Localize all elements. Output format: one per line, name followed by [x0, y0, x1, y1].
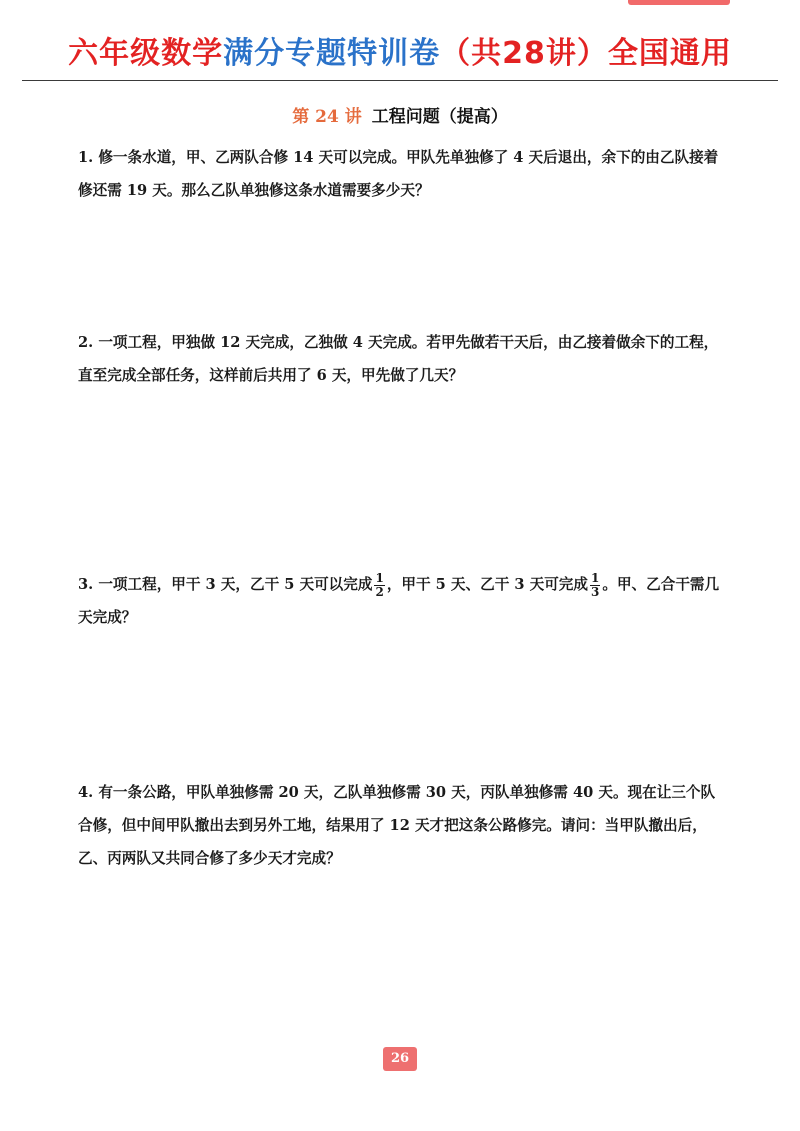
- question-1: 1. 修一条水道，甲、乙两队合修 14 天可以完成。甲队先单独修了 4 天后退出，余下的由乙队接着修还需 19 天。那么乙队单独修这条水道需要多少天？: [78, 149, 719, 199]
- question-3-text-a: 3. 一项工程，甲干 3 天，乙干 5 天可以完成: [78, 576, 373, 593]
- question-3-text-c: 。甲、乙合干需几天完成？: [78, 576, 720, 626]
- fraction-numerator: 1: [590, 570, 600, 585]
- lecture-name: 工程问题（提高）: [371, 107, 508, 127]
- banner-title-part3: （共28讲）全国通用: [440, 36, 732, 71]
- question-3-text-b: ，甲干 5 天、乙干 3 天可完成: [386, 576, 588, 593]
- lecture-heading: [0, 105, 800, 129]
- fraction-one-half: [374, 572, 384, 599]
- question-2: 2. 一项工程，甲独做 12 天完成，乙独做 4 天完成。若甲先做若干天后，由乙接着做余下的工程，直至完成全部任务，这样前后共用了 6 天，甲先做了几天？: [78, 334, 719, 384]
- page-number-badge: 26: [383, 1047, 417, 1071]
- banner-title-part2: 满分专题特训卷: [223, 36, 441, 71]
- banner-title-part1: 六年级数学: [68, 36, 224, 71]
- question-4: 4. 有一条公路，甲队单独修需 20 天，乙队单独修需 30 天，丙队单独修需 40 天。现在让三个队合修，但中间甲队撤出去到另外工地，结果用了 12 天才把这条公路修完。请问：当甲队撤出后，乙、丙两队又共同合修了多少天才完成？: [78, 784, 716, 867]
- fraction-denominator: 3: [590, 584, 600, 599]
- fraction-numerator: 1: [375, 570, 384, 585]
- page-banner-title: [0, 34, 800, 74]
- fraction-one-third: [590, 572, 600, 599]
- lecture-number: 第 24 讲: [292, 107, 362, 127]
- header-divider: [22, 80, 778, 81]
- top-accent-bar: [628, 0, 730, 5]
- question-3: [78, 568, 728, 634]
- fraction-denominator: 2: [375, 584, 384, 599]
